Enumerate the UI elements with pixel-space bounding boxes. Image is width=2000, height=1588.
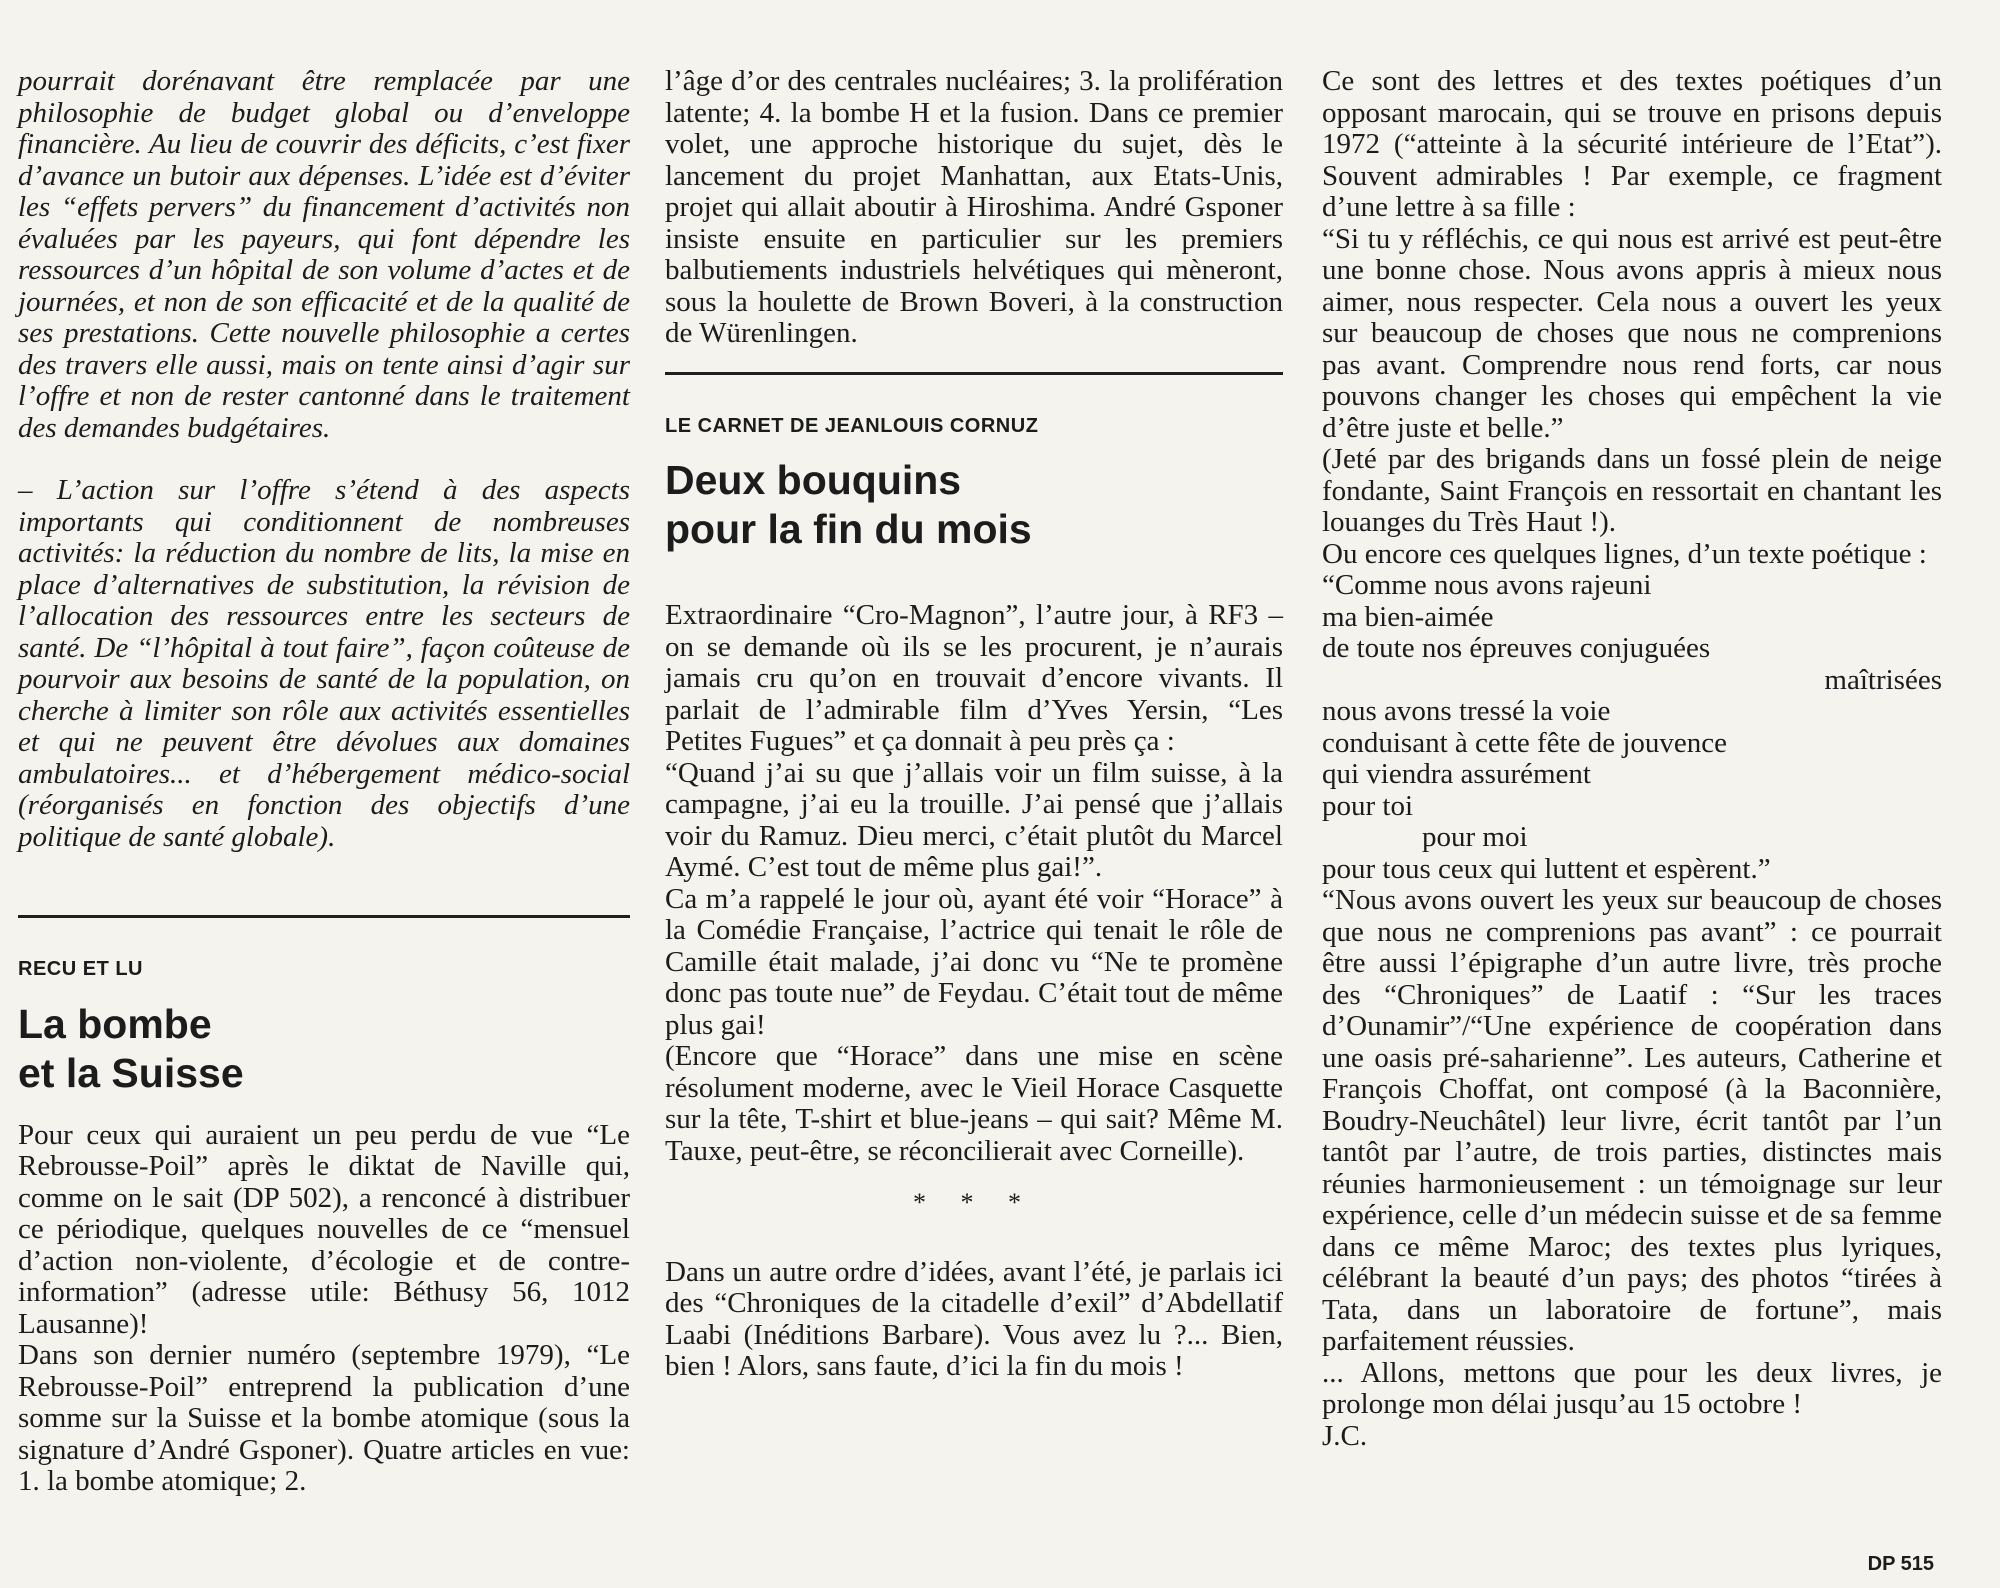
poem-line: qui viendra assurément xyxy=(1322,758,1591,790)
poem-line: maîtrisées xyxy=(1824,663,1942,696)
article-headline xyxy=(18,1000,630,1098)
headline-line: Deux bouquins xyxy=(665,457,962,503)
poem-line: ma bien-aimée xyxy=(1322,600,1494,633)
poem-excerpt xyxy=(1322,570,1942,885)
body-paragraph: Ca m’a rappelé le jour où, ayant été voir “Horace” à la Comédie Française, l’actrice qui tenait le rôle de Camille était malade, j’ai donc vu “Ne te promène donc pas toute nue” de Feydau. C’était tout de même plus gai! xyxy=(665,882,1283,1041)
body-paragraph: Dans son dernier numéro (septembre 1979), “Le Rebrousse-Poil” entreprend la publication d’une somme sur la Suisse et la bombe atomique (sous la signature d’André Gsponer). Quatre articles en vue: 1. la bombe atomique; 2. xyxy=(18,1339,630,1497)
body-paragraph: Ce sont des lettres et des textes poétiques d’un opposant marocain, qui se trouve en prisons depuis 1972 (“atteinte à la sécurité intérieure de l’Etat”). Souvent admirables ! Par exemple, ce fragment d’une lettre à sa fille : xyxy=(1322,65,1942,223)
body-paragraph: ... Allons, mettons que pour les deux livres, je prolonge mon délai jusqu’au 15 octobre ! xyxy=(1322,1356,1942,1420)
headline-line: La bombe xyxy=(18,1000,212,1047)
poem-line: pour toi xyxy=(1322,789,1414,822)
section-kicker: LE CARNET DE JEANLOUIS CORNUZ xyxy=(665,414,1039,437)
body-paragraph: Dans un autre ordre d’idées, avant l’été, je parlais ici des “Chroniques de la citadelle d’exil” d’Abdellatif Laabi (Inéditions Barbare). Vous avez lu ?... Bien, bien ! Alors, sans faute, d’ici la fin du mois ! xyxy=(665,1255,1283,1382)
column-1 xyxy=(18,66,630,1498)
page-footer-issue: DP 515 xyxy=(1867,1553,1934,1575)
poem-line: conduisant à cette fête de jouvence xyxy=(1322,726,1727,759)
headline-line: et la Suisse xyxy=(18,1049,244,1096)
column-2 xyxy=(665,66,1283,1383)
body-paragraph: “Nous avons ouvert les yeux sur beaucoup de choses que nous ne comprenions pas avant” : ce pourrait être aussi l’épigraphe d’un autre livre, très proche des “Chroniques” de Laatif : “Sur les traces d’Ounamir”/“Une expérience de coopération dans une oasis pré-saharienne”. Les auteurs, Catherine et François Choffat, ont composé (à la Baconnière, Boudry-Neuchâtel) leur livre, écrit tantôt par l’un tantôt par l’autre, de trois parties, distinctes mais réunies harmonieusement : un témoignage sur leur expérience, celle d’un médecin suisse et de sa femme dans ce même Maroc; des textes plus lyriques, célébrant la beauté d’un pays; des photos “tirées à Tata, dans un laboratoire de fortune”, mais parfaitement réussies. xyxy=(1322,884,1942,1357)
author-signature: J.C. xyxy=(1322,1419,1368,1452)
body-paragraph: Extraordinaire “Cro-Magnon”, l’autre jour, à RF3 – on se demande où ils se les procurent, je n’aurais jamais cru qu’on en trouvait d’encore vivants. Il parlait de l’admirable film d’Yves Yersin, “Les Petites Fugues” et ça donnait à peu près ça : xyxy=(665,599,1283,757)
poem-line: nous avons tressé la voie xyxy=(1322,695,1611,727)
article-headline xyxy=(665,456,1283,554)
body-paragraph: l’âge d’or des centrales nucléaires; 3. la prolifération latente; 4. la bombe H et la fusion. Dans ce premier volet, une approche historique du sujet, dès le lancement du projet Manhattan, aux Etats-Unis, projet qui allait aboutir à Hiroshima. André Gsponer insiste ensuite en particulier sur les premiers balbutiements industriels helvétiques qui mèneront, sous la houlette de Brown Boveri, à la construction de Würenlingen. xyxy=(665,65,1283,349)
body-paragraph: Ou encore ces quelques lignes, d’un texte poétique : xyxy=(1322,537,1927,570)
body-paragraph: (Encore que “Horace” dans une mise en scène résolument moderne, avec le Vieil Horace Casquette sur la tête, T-shirt et blue-jeans – qui sait? Même M. Tauxe, peut-être, se réconcilierait avec Corneille). xyxy=(665,1040,1283,1167)
intro-paragraph: pourrait dorénavant être remplacée par une philosophie de budget global ou d’enveloppe financière. Au lieu de couvrir des déficits, c’est fixer d’avance un butoir aux dépenses. L’idée est d’éviter les “effets pervers” du financement d’activités non évaluées par les payeurs, qui font dépendre les ressources d’un hôpital de son volume d’actes et de journées, et non de son efficacité et de la qualité de ses prestations. Cette nouvelle philosophie a certes des travers elle aussi, mais on tente ainsi d’agir sur l’offre et non de rester cantonné dans le traitement des demandes budgétaires. xyxy=(18,65,630,444)
poem-line: pour moi xyxy=(1422,821,1528,853)
section-separator-stars: * * * xyxy=(913,1188,1035,1217)
column-3 xyxy=(1322,66,1942,1452)
section-kicker: RECU ET LU xyxy=(18,958,143,980)
poem-line: “Comme nous avons rajeuni xyxy=(1322,569,1652,601)
body-paragraph: “Quand j’ai su que j’allais voir un film suisse, à la campagne, j’ai eu la trouille. J’ai pensé que j’allais voir du Ramuz. Dieu merci, c’était plutôt du Marcel Aymé. C’est tout de même plus gai!”. xyxy=(665,756,1283,883)
headline-line: pour la fin du mois xyxy=(665,506,1032,552)
body-paragraph: (Jeté par des brigands dans un fossé plein de neige fondante, Saint François en ressortait en chantant les louanges du Très Haut !). xyxy=(1322,443,1942,538)
poem-line: pour tous ceux qui luttent et espèrent.” xyxy=(1322,852,1771,885)
body-paragraph: “Si tu y réfléchis, ce qui nous est arrivé est peut-être une bonne chose. Nous avons appris à mieux nous aimer, nous respecter. Cela nous a ouvert les yeux sur beaucoup de choses que nous ne comprenions pas avant. Comprendre nous rend forts, car nous pouvons changer les choses qui empêchent la vie d’être juste et belle.” xyxy=(1322,222,1942,444)
body-paragraph: Pour ceux qui auraient un peu perdu de vue “Le Rebrousse-Poil” après le diktat de Naville qui, comme on le sait (DP 502), a renconcé à distribuer ce périodique, quelques nouvelles de ce “mensuel d’action non-violente, d’écologie et de contre-information” (adresse utile: Béthusy 56, 1012 Lausanne)! xyxy=(18,1118,630,1340)
poem-line: de toute nos épreuves conjuguées xyxy=(1322,632,1711,664)
intro-paragraph: – L’action sur l’offre s’étend à des aspects importants qui conditionnent de nombreuses activités: la réduction du nombre de lits, la mise en place d’alternatives de substitution, la révision de l’allocation des ressources entre les secteurs de santé. De “l’hôpital à tout faire”, façon coûteuse de pourvoir aux besoins de santé de la population, on cherche à limiter son rôle aux activités essentielles et qui ne peuvent être dévolues aux domaines ambulatoires... et d’hébergement médico-social (réorganisés en fonction des objectifs d’une politique de santé globale). xyxy=(18,474,630,853)
